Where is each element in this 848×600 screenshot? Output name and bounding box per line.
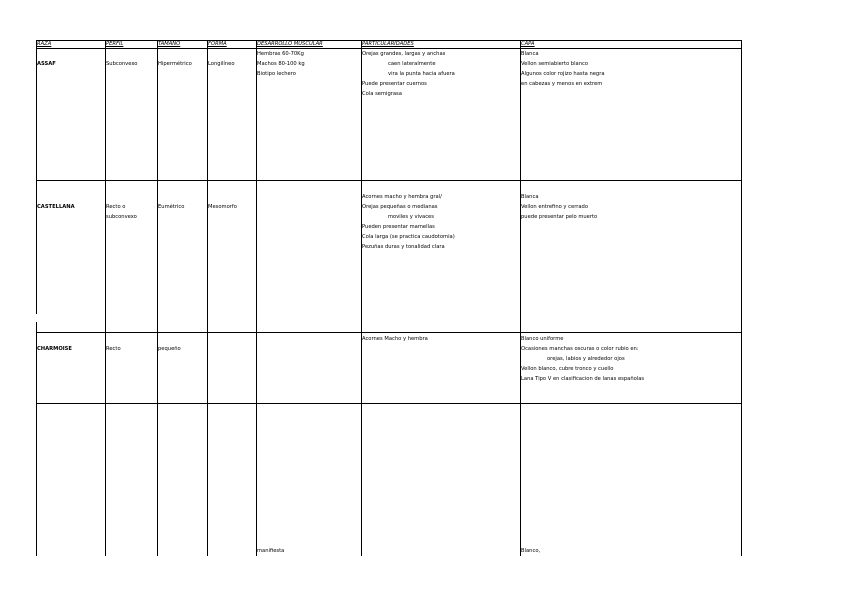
header-forma: FORMA [208, 41, 227, 47]
row2-part-5: Cola larga (se practica caudotomia) [362, 234, 455, 240]
row3-raza: CHARMOISE [37, 346, 72, 352]
row1-capa-4: en cabezas y menos en extrem [521, 81, 603, 87]
row1-forma: Longilíneo [208, 61, 235, 67]
row1-part-1: Orejas grandes, largas y anchas [362, 51, 446, 57]
header-tamano: TAMAÑO [158, 41, 181, 47]
row2-part-6: Pezuñas duras y tonalidad clara [362, 244, 445, 250]
row2-part-3: moviles y vivaces [388, 214, 434, 220]
row1-capa-2: Vellon semiabierto blanco [521, 61, 589, 67]
row5-capa: Blanco, [521, 548, 541, 554]
row2-forma: Mesomorfo [208, 204, 237, 210]
row3-part-1: Acornes Macho y hembra [362, 336, 428, 342]
row1-capa-3: Algunos color rojizo hasta negra [521, 71, 605, 77]
row5-desarrollo: manifiesta [257, 548, 285, 554]
row3-capa-4: Vellon blanco, cubre tronco y cuello [521, 366, 614, 372]
grid-col-1 [105, 40, 106, 556]
grid-line-row2 [36, 332, 742, 333]
header-particularidades: PARTICULARIDADES [362, 41, 414, 47]
row1-part-4: Puede presentar cuernos [362, 81, 427, 87]
header-desarrollo: DESARROLLO MUSCULAR [257, 41, 323, 47]
grid-col-3 [207, 40, 208, 556]
row2-tamano: Eumétrico [158, 204, 185, 210]
row1-part-5: Cola semigrasa [362, 91, 402, 97]
row2-capa-1: Blanca [521, 194, 539, 200]
grid-col-4 [256, 40, 257, 556]
grid-col-7 [741, 40, 742, 556]
row1-part-3: vira la punta hacia afuera [388, 71, 455, 77]
grid-col-2 [157, 40, 158, 556]
row3-capa-5: Lana Tipo V en clasificacion de lanas españolas [521, 376, 645, 382]
header-perfil: PERFIL [106, 41, 124, 47]
row1-desarrollo-3: Biotipo lechero [257, 71, 296, 77]
row1-desarrollo-2: Machos 80-100 kg [257, 61, 305, 67]
row1-perfil: Subconvexo [106, 61, 138, 67]
row2-part-4: Pueden presentar mamellas [362, 224, 435, 230]
row2-raza: CASTELLANA [37, 204, 75, 210]
row2-capa-2: Vellon entrefino y cerrado [521, 204, 589, 210]
grid-line-row1 [36, 180, 742, 181]
row2-perfil-1: Recto o [106, 204, 126, 210]
grid-col-0 [36, 40, 37, 314]
row3-tamano: pequeño [158, 346, 181, 352]
row3-capa-2: Ocasiones manchas oscuras o color rubio en: [521, 346, 639, 352]
row2-part-1: Acornes macho y hembra gral/ [362, 194, 442, 200]
row3-capa-3: orejas, labios y alrededor ojos [547, 356, 625, 362]
row2-part-2: Orejas pequeñas o medianas [362, 204, 438, 210]
grid-col-0b [36, 322, 37, 556]
row1-capa-1: Blanca [521, 51, 539, 57]
row1-tamano: Hipermétrico [158, 61, 192, 67]
row1-part-2: caen lateralmente [388, 61, 436, 67]
row1-raza: ASSAF [37, 61, 56, 67]
grid-col-6 [520, 40, 521, 556]
row3-perfil: Recto [106, 346, 121, 352]
grid-col-5 [361, 40, 362, 556]
row3-capa-1: Blanco uniforme [521, 336, 564, 342]
row2-capa-3: puede presentar pelo muerto [521, 214, 598, 220]
row1-desarrollo-1: Hembras 60-70Kg [257, 51, 304, 57]
header-capa: CAPA [521, 41, 535, 47]
header-raza: RAZA [37, 41, 52, 47]
grid-line-row3 [36, 403, 742, 404]
row2-perfil-2: subconvexo [106, 214, 137, 220]
